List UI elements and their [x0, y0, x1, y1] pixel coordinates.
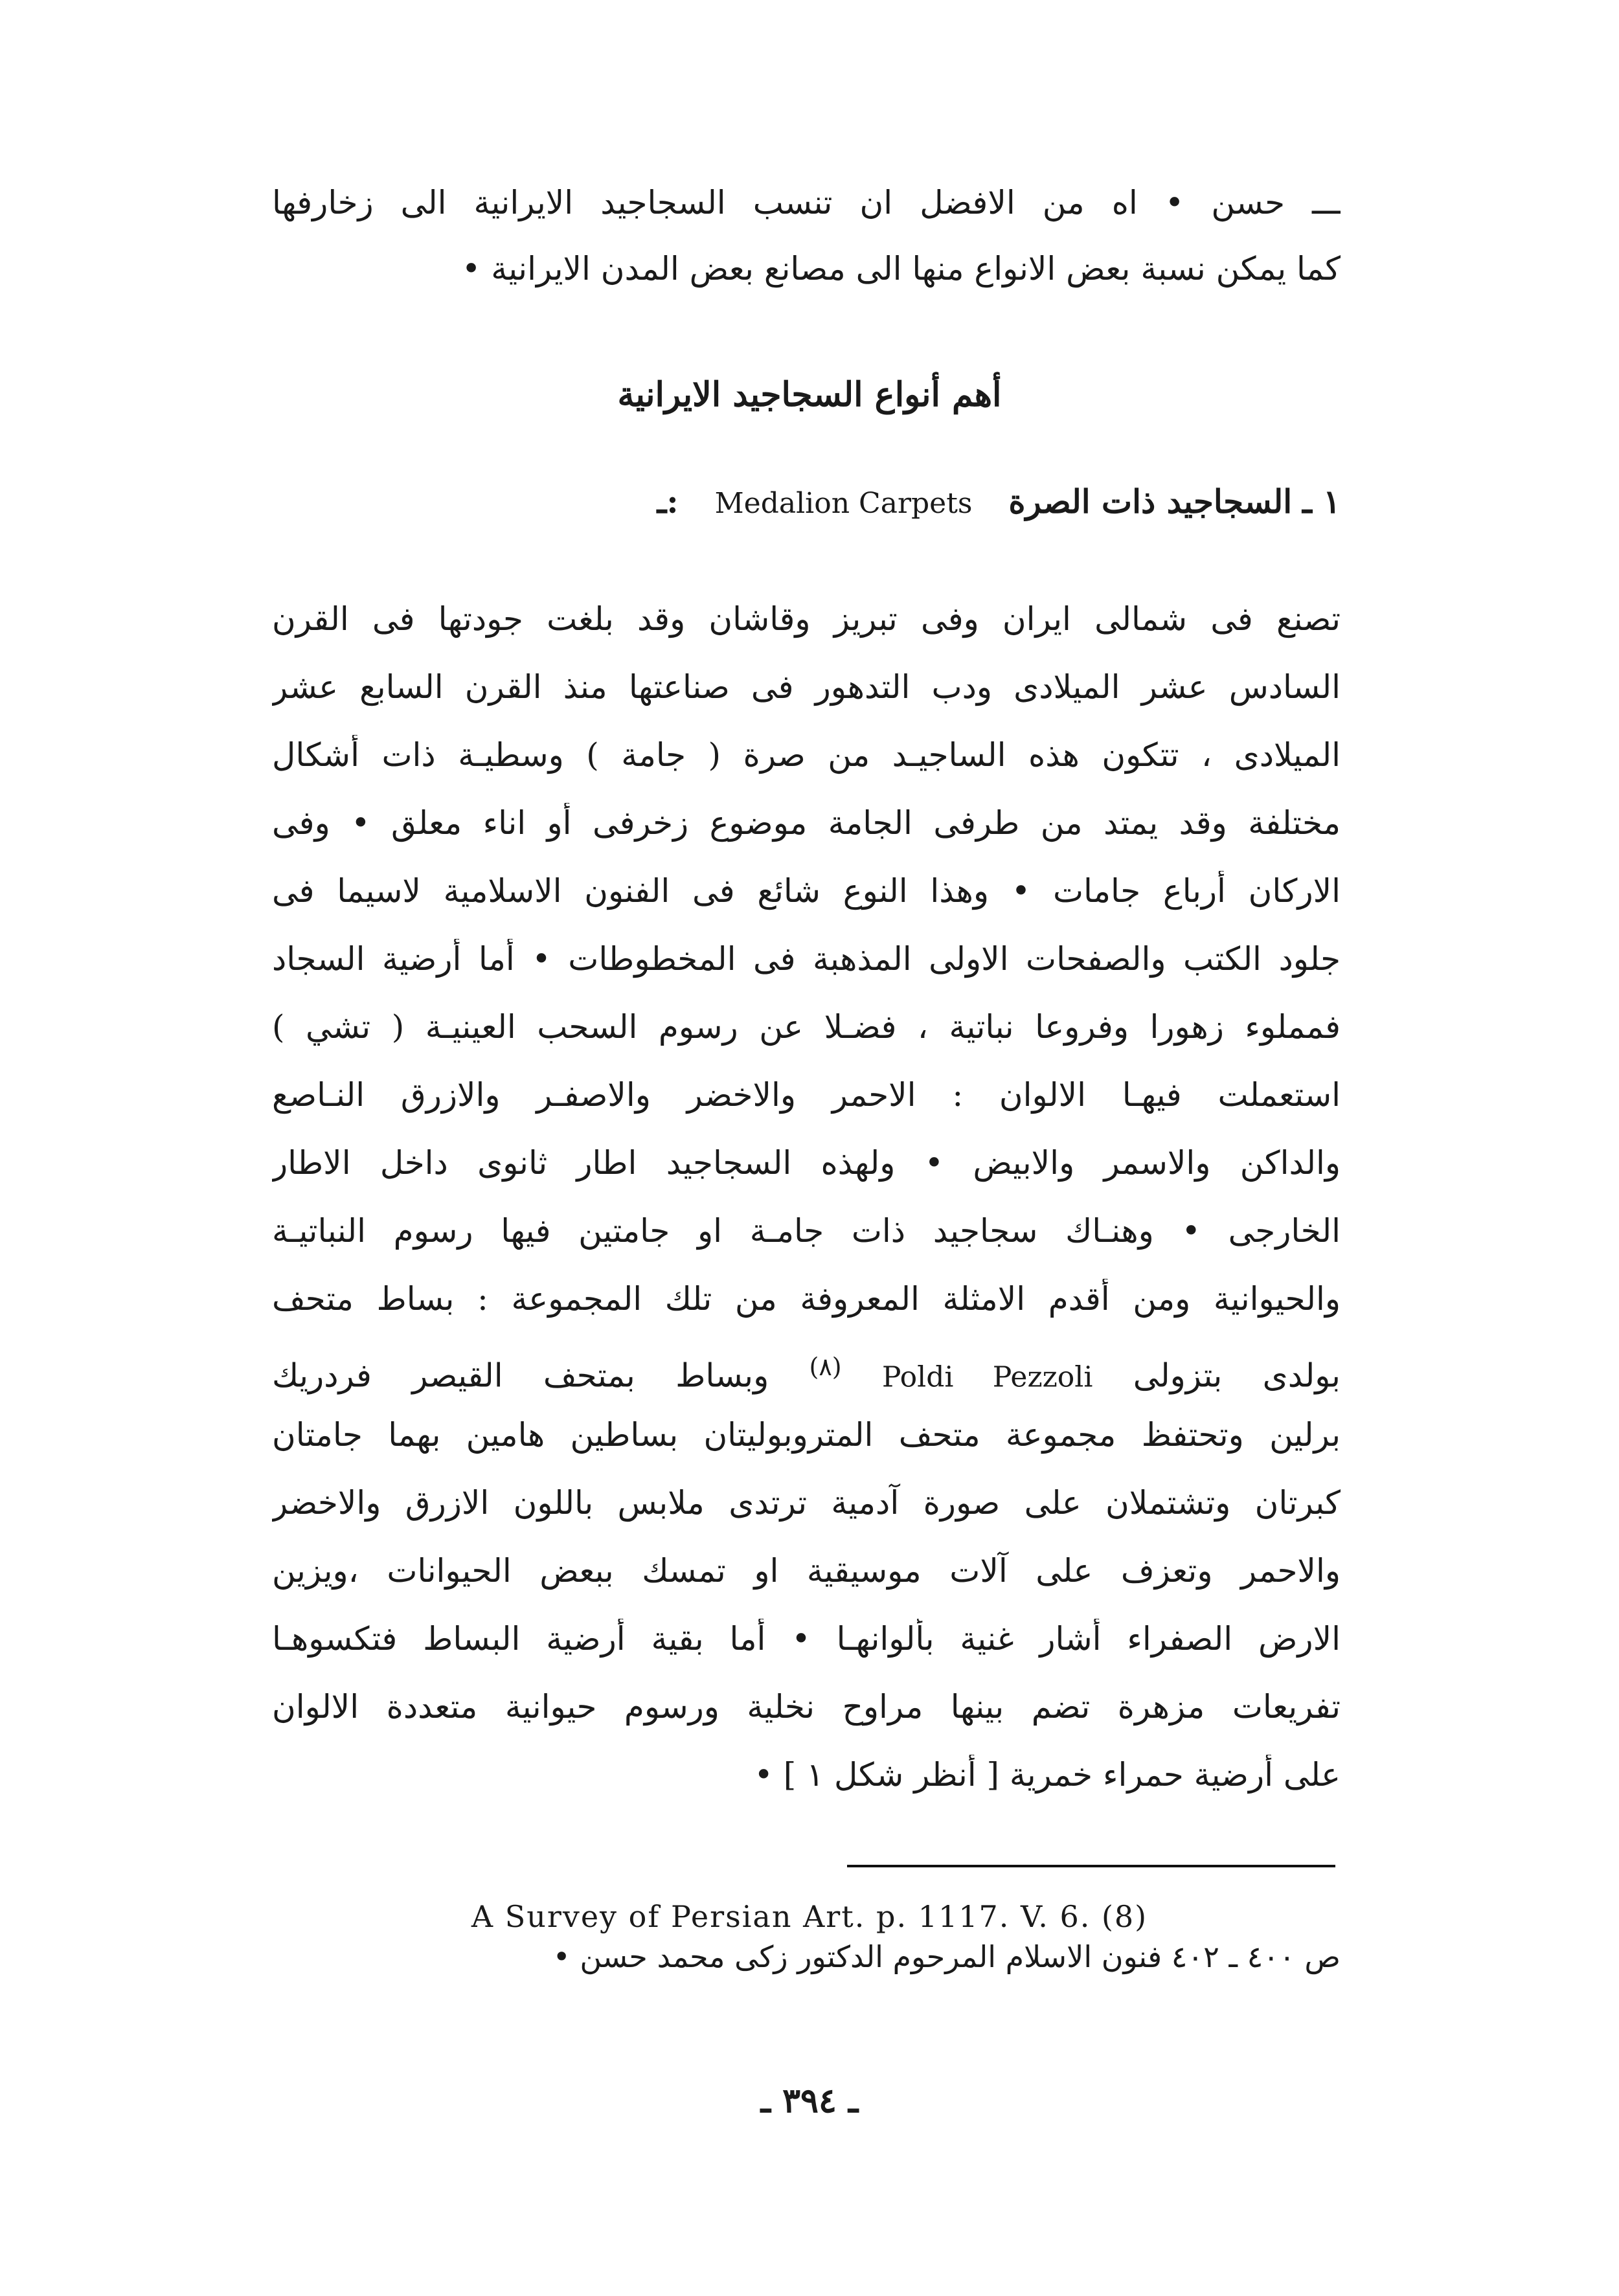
subsection-latin-title: Medalion Carpets [714, 487, 973, 520]
subsection-number: ١ ـ [1302, 482, 1341, 521]
intro-line-2: كما يمكن نسبة بعض الانواع منها الى مصانع بعض المدن الايرانية • [461, 250, 1341, 287]
page-number: ـ ٣٩٤ ـ [760, 2081, 859, 2121]
footnote-arabic: ص ٤٠٠ ـ ٤٠٢ فنون الاسلام المرحوم الدكتور زكى محمد حسن • [552, 1939, 1341, 1974]
section-heading: أهم أنواع السجاجيد الايرانية [617, 375, 1002, 414]
body-line-9: والداكن والاسمر والابيض • ولهذه السجاجيد اطار ثانوى داخل الاطار [272, 1144, 1341, 1182]
subsection-heading [272, 479, 1341, 526]
footnote-latin: A Survey of Persian Art. p. 1117. V. 6. (8) [471, 1899, 1148, 1934]
body-line-3: الميلادى ، تتكون هذه الساجيـد من صرة ( جامة ) وسطيـة ذات أشكال [272, 736, 1341, 774]
subsection-suffix: :ـ [657, 482, 679, 521]
footnote-divider [847, 1865, 1335, 1867]
body-line-13: كبرتان وتشتملان على صورة آدمية ترتدى ملابس باللون الازرق والاخضر [272, 1484, 1341, 1522]
body-line-17: على أرضية حمراء خمرية [ أنظر شكل ١ ] • [754, 1756, 1341, 1794]
body-line-1: تصنع فى شمالى ايران وفى تبريز وقاشان وقد بلغت جودتها فى القرن [272, 600, 1341, 638]
reference-part-2: وبساط بمتحف القيصر فردريك [272, 1356, 769, 1395]
body-line-8: استعملت فيهـا الالوان : الاحمر والاخضر والاصفـر والازرق النـاصع [272, 1076, 1341, 1114]
intro-line-1: ـــ حسن • اه من الافضل ان تنسب السجاجيد الايرانية الى زخارفها [272, 184, 1341, 221]
reference-part-1: بولدى بتزولى [1133, 1356, 1341, 1395]
body-line-2: السادس عشر الميلادى ودب التدهور فى صناعتها منذ القرن السابع عشر [272, 668, 1341, 706]
body-line-10: الخارجى • وهنـاك سجاجيد ذات جامـة او جامتين فيها رسوم النباتيـة [272, 1212, 1341, 1250]
body-line-7: فمملوء زهورا وفروعا نباتية ، فضـلا عن رسوم السحب العينيـة ( تشي ) [272, 1008, 1341, 1046]
reference-latin: Poldi Pezzoli [881, 1360, 1093, 1394]
body-line-5: الاركان أرباع جامات • وهذا النوع شائع فى الفنون الاسلامية لاسيما فى [272, 872, 1341, 910]
body-line-15: الارض الصفراء أشار غنية بألوانهـا • أما بقية أرضية البساط فتكسوهـا [272, 1620, 1341, 1658]
body-line-4: مختلفة وقد يمتد من طرفى الجامة موضوع زخرفى أو اناء معلق • وفى [272, 804, 1341, 842]
body-line-11: والحيوانية ومن أقدم الامثلة المعروفة من تلك المجموعة : بساط متحف [272, 1280, 1341, 1318]
body-line-16: تفريعات مزهرة تضم بينها مراوح نخلية ورسوم حيوانية متعددة الالوان [272, 1688, 1341, 1726]
body-line-14: والاحمر وتعزف على آلات موسيقية او تمسك ببعض الحيوانات ،ويزين [272, 1552, 1341, 1590]
body-line-12: برلين وتحتفظ مجموعة متحف المتروبوليتان بساطين هامين بهما جامتان [272, 1416, 1341, 1454]
reference-line [272, 1347, 1341, 1398]
subsection-title: السجاجيد ذات الصرة [1008, 482, 1293, 521]
body-line-6: جلود الكتب والصفحات الاولى المذهبة فى المخطوطات • أما أرضية السجاد [272, 940, 1341, 978]
footnote-mark: (٨) [809, 1353, 842, 1381]
